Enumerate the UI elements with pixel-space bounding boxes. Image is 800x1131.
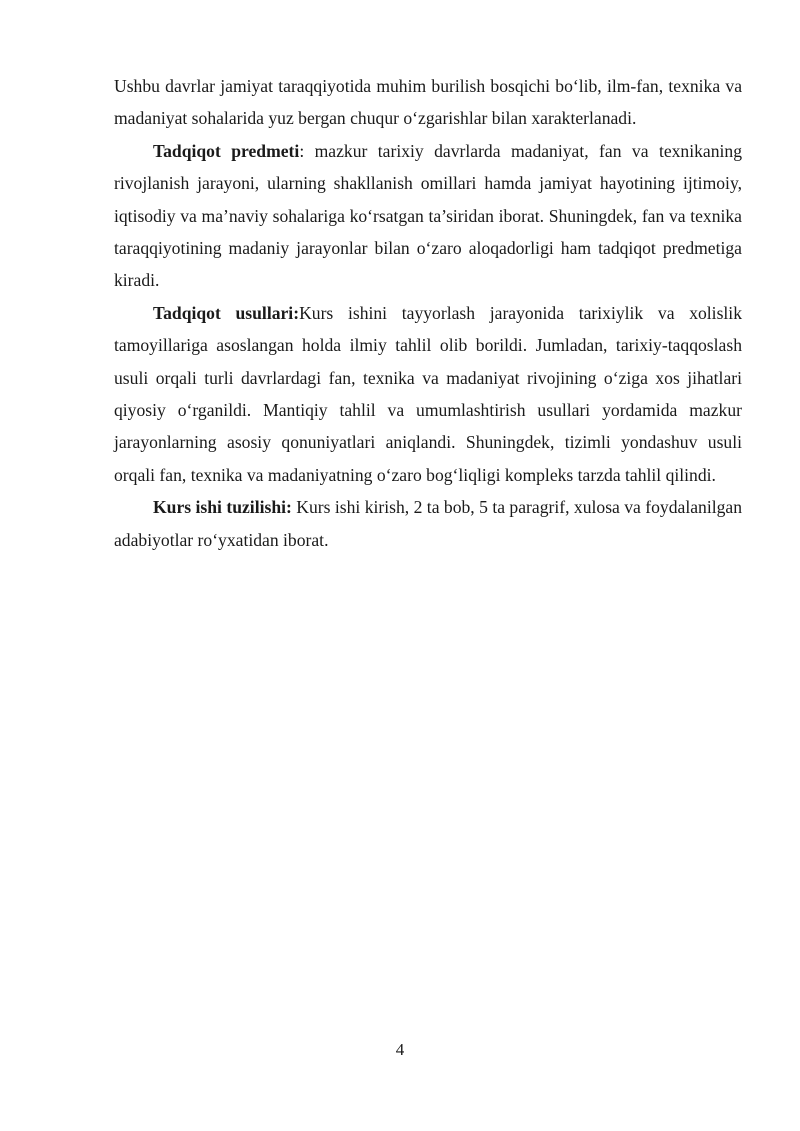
paragraph-research-subject [114,135,742,297]
heading-research-subject: Tadqiqot predmeti [153,140,300,161]
paragraph-course-structure-text: Kurs ishi kirish, 2 ta bob, 5 ta paragrif, xulosa va foydalanilgan adabiyotlar ro‘yxatidan iborat. [114,497,742,550]
paragraph-intro [114,70,742,135]
heading-course-structure: Kurs ishi tuzilishi: [153,497,292,518]
paragraph-course-structure [114,491,742,556]
paragraph-research-methods-text: Kurs ishini tayyorlash jarayonida tarixiylik va xolislik tamoyillariga asoslangan holda ilmiy tahlil olib borildi. Jumladan, tarixiy-taqqoslash usuli orqali turli davrlardagi fan, texnika va madaniyat rivojining o‘ziga xos jihatlari qiyosiy o‘rganildi. Mantiqiy tahlil va umumlashtirish usullari yordamida mazkur jarayonlarning asosiy qonuniyatlari aniqlandi. Shuningdek, tizimli yondashuv usuli orqali fan, texnika va madaniyatning o‘zaro bog‘liqligi kompleks tarzda tahlil qilindi. [114,302,742,485]
heading-research-methods: Tadqiqot usullari: [153,302,300,323]
document-body [114,70,742,556]
paragraph-research-methods [114,297,742,491]
paragraph-intro-text: Ushbu davrlar jamiyat taraqqiyotida muhim burilish bosqichi bo‘lib, ilm-fan, texnika va madaniyat sohalarida yuz bergan chuqur o‘zgarishlar bilan xarakterlanadi. [114,76,742,129]
paragraph-research-subject-text: : mazkur tarixiy davrlarda madaniyat, fan va texnikaning rivojlanish jarayoni, ularning shakllanish omillari hamda jamiyat hayotining ijtimoiy, iqtisodiy va ma’naviy sohalariga ko‘rsatgan ta’siridan iborat. Shuningdek, fan va texnika taraqqiyotining madaniy jarayonlar bilan o‘zaro aloqadorligi ham tadqiqot predmetiga kiradi. [114,140,743,291]
page-number: 4 [395,1040,405,1059]
